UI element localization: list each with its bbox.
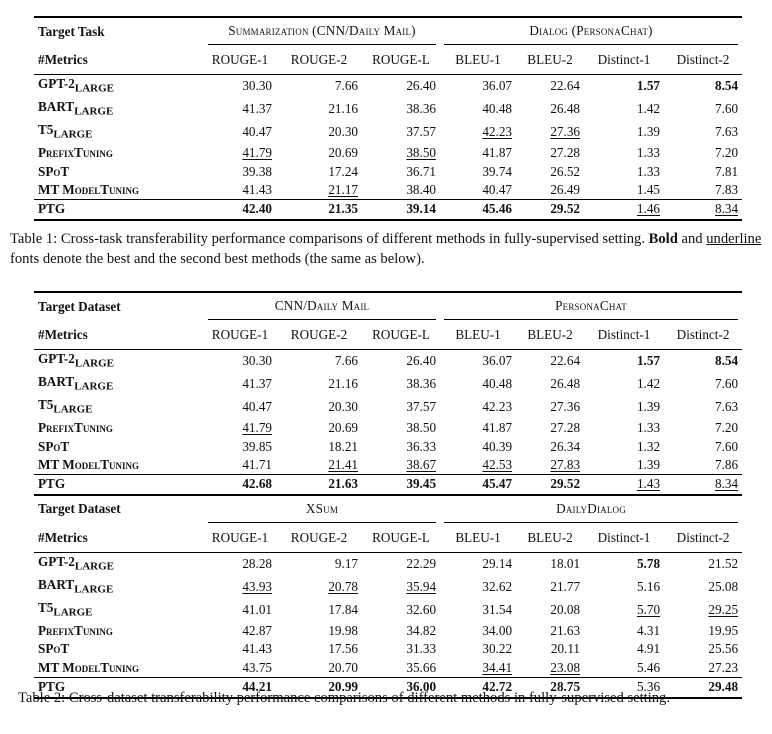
- table-row: [34, 456, 742, 475]
- table-cell: 37.57: [406, 124, 436, 140]
- table-row: [34, 373, 742, 396]
- table-row: [34, 144, 742, 162]
- table-cell: 42.40: [204, 200, 276, 220]
- table-cell: 43.93: [242, 579, 272, 595]
- dialog-group-header: Dialog (PersonaChat): [440, 17, 742, 45]
- table-cell: 8.54: [664, 75, 742, 99]
- method-name: $BART_{LARGE}$: [38, 99, 114, 118]
- table-cell: 42.53: [482, 456, 513, 472]
- table-cell: 1.46: [584, 200, 664, 220]
- table-cell: 7.20: [714, 145, 739, 161]
- table-cell: 38.36: [406, 101, 436, 117]
- table-cell: 26.40: [362, 350, 440, 374]
- metrics-label: #Metrics: [38, 327, 88, 342]
- metric-header: ROUGE-1: [211, 52, 269, 67]
- metric-header: Distinct-2: [676, 529, 730, 545]
- metric-header: ROUGE-2: [290, 327, 348, 342]
- metrics-label: #Metrics: [38, 52, 88, 67]
- table-cell: 18.21: [328, 438, 358, 454]
- table-cell: 31.54: [482, 602, 513, 618]
- table-2-block-1-body: [34, 350, 742, 495]
- cnn-dailymail-group-header: CNN/Daily Mail: [204, 292, 440, 320]
- method-name: PTG: [34, 678, 204, 698]
- method-name: PTG: [34, 200, 204, 220]
- table-cell: 17.24: [328, 163, 358, 179]
- table-cell: 44.21: [204, 678, 276, 698]
- metric-header: ROUGE-L: [372, 327, 430, 342]
- table-cell: 22.64: [516, 350, 584, 374]
- table-cell: 40.39: [482, 438, 513, 454]
- personachat-group-header: PersonaChat: [440, 292, 742, 320]
- table-cell: 1.43: [584, 475, 664, 495]
- table-cell: 20.70: [328, 659, 358, 675]
- caption-1-text: and: [677, 231, 707, 247]
- table-cell: 36.33: [406, 438, 437, 454]
- caption-1-underline-word: underline: [706, 231, 762, 247]
- table-cell: 29.25: [708, 602, 739, 618]
- table-row: [34, 121, 742, 144]
- metric-header: ROUGE-2: [290, 529, 348, 545]
- method-name: MT ModelTuning: [38, 181, 140, 197]
- table-cell: 1.39: [636, 399, 661, 415]
- method-name: GPT-$2_{LARGE}$: [34, 75, 204, 99]
- metric-header: Distinct-1: [597, 327, 651, 342]
- table-cell: 22.29: [362, 552, 440, 576]
- table-cell: 20.99: [276, 678, 362, 698]
- table-cell: 1.57: [584, 350, 664, 374]
- method-name: MT ModelTuning: [38, 456, 140, 472]
- table-cell: 20.30: [328, 124, 358, 140]
- table-cell: 38.50: [406, 145, 436, 161]
- table-cell: 35.94: [406, 579, 437, 595]
- table-2-block-2-group-header: [34, 495, 742, 523]
- table-cell: 42.87: [242, 622, 272, 638]
- metric-header: ROUGE-L: [372, 529, 430, 545]
- table-cell: 8.34: [664, 475, 742, 495]
- table-cell: 21.16: [328, 376, 358, 392]
- metric-header: ROUGE-1: [211, 327, 269, 342]
- table-cell: 27.23: [708, 659, 739, 675]
- table-cell: 4.91: [636, 641, 661, 657]
- method-name: GPT-$2_{LARGE}$: [34, 552, 204, 576]
- method-name: PrefixTuning: [38, 622, 113, 638]
- table-cell: 40.47: [242, 399, 272, 415]
- table-1-metrics-header: [34, 45, 742, 75]
- table-cell: 1.57: [584, 75, 664, 99]
- table-cell: 5.16: [636, 579, 661, 595]
- table-cell: 17.84: [328, 602, 358, 618]
- table-row: [34, 181, 742, 200]
- table-row: [34, 640, 742, 658]
- table-cell: 19.95: [708, 622, 739, 638]
- method-name: SPoT: [38, 163, 70, 179]
- table-cell: 39.85: [242, 438, 272, 454]
- table-cell: 5.70: [636, 602, 661, 618]
- table-cell: 35.66: [406, 659, 437, 675]
- table-cell: 1.33: [636, 163, 660, 179]
- method-name: $T5_{LARGE}$: [38, 397, 93, 416]
- metrics-label: #Metrics: [38, 529, 88, 545]
- metric-header: BLEU-2: [527, 327, 573, 342]
- table-cell: 36.71: [406, 163, 436, 179]
- table-cell: 18.01: [516, 552, 584, 576]
- table-1-body: [34, 75, 742, 220]
- table-cell: 43.75: [242, 659, 272, 675]
- target-task-label: Target Task: [34, 17, 204, 45]
- table-row: [34, 622, 742, 640]
- table-1-group-header: [34, 17, 742, 45]
- caption-1-bold-word: Bold: [648, 231, 678, 247]
- table-cell: 37.57: [406, 399, 437, 415]
- table-cell: 25.56: [708, 641, 739, 657]
- table-cell: 45.46: [440, 200, 516, 220]
- table-2-caption: Table 2: Cross-dataset transferability performance comparisons of different methods in fully-supervised setting.: [18, 690, 671, 706]
- table-cell: 27.83: [550, 456, 581, 472]
- table-cell: 1.33: [636, 145, 660, 161]
- table-cell: 36.07: [440, 75, 516, 99]
- table-row: [34, 599, 742, 622]
- table-cell: 42.23: [482, 399, 513, 415]
- method-name: GPT-$2_{LARGE}$: [34, 350, 204, 374]
- method-name: PrefixTuning: [38, 420, 113, 436]
- table-cell: 34.82: [406, 622, 437, 638]
- table-cell: 1.39: [636, 456, 661, 472]
- table-cell: 41.87: [482, 420, 513, 436]
- table-2: [34, 291, 742, 699]
- table-row: [34, 475, 742, 495]
- table-cell: 7.60: [714, 101, 739, 117]
- metric-header: BLEU-1: [455, 529, 501, 545]
- table-cell: 9.17: [276, 552, 362, 576]
- method-name: SPoT: [38, 641, 70, 657]
- table-cell: 1.45: [636, 181, 660, 197]
- table-cell: 41.37: [242, 376, 272, 392]
- method-name: SPoT: [38, 438, 70, 454]
- metric-header: ROUGE-1: [211, 529, 269, 545]
- table-cell: 38.40: [406, 181, 436, 197]
- metric-header: ROUGE-2: [290, 52, 348, 67]
- caption-1-text: fonts denote the best and the second best methods (the same as below).: [10, 250, 425, 267]
- table-cell: 27.36: [550, 399, 581, 415]
- table-cell: 27.28: [550, 145, 580, 161]
- table-cell: 39.14: [362, 200, 440, 220]
- table-cell: 21.52: [664, 552, 742, 576]
- table-cell: 30.30: [204, 350, 276, 374]
- table-cell: 40.48: [482, 101, 512, 117]
- method-name: $T5_{LARGE}$: [38, 122, 93, 141]
- table-cell: 38.50: [406, 420, 437, 436]
- table-2-block-2-metrics-header: [34, 523, 742, 553]
- table-cell: 29.48: [664, 678, 742, 698]
- table-cell: 20.78: [328, 579, 358, 595]
- table-cell: 21.77: [550, 579, 581, 595]
- table-cell: 26.48: [550, 376, 581, 392]
- dailydialog-group-header: DailyDialog: [440, 495, 742, 523]
- table-cell: 7.20: [714, 420, 739, 436]
- table-cell: 41.01: [242, 602, 272, 618]
- table-1: [34, 16, 742, 221]
- table-cell: 40.48: [482, 376, 513, 392]
- method-name: $T5_{LARGE}$: [38, 599, 93, 619]
- table-row: [34, 75, 742, 99]
- table-cell: 38.67: [406, 456, 437, 472]
- metric-header: ROUGE-L: [372, 52, 430, 67]
- table-cell: 21.16: [328, 101, 358, 117]
- metric-header: BLEU-1: [455, 327, 501, 342]
- table-cell: 28.75: [516, 678, 584, 698]
- xsum-group-header: XSum: [204, 495, 440, 523]
- table-cell: 39.45: [362, 475, 440, 495]
- table-cell: 26.40: [362, 75, 440, 99]
- table-cell: 7.81: [714, 163, 739, 179]
- table-cell: 22.64: [516, 75, 584, 99]
- table-cell: 45.47: [440, 475, 516, 495]
- table-cell: 34.00: [482, 622, 513, 638]
- table-cell: 20.30: [328, 399, 358, 415]
- table-cell: 21.35: [276, 200, 362, 220]
- table-row: [34, 98, 742, 121]
- table-cell: 29.52: [516, 200, 584, 220]
- metric-header: BLEU-1: [455, 52, 501, 67]
- table-cell: 30.22: [482, 641, 513, 657]
- table-cell: 34.41: [482, 659, 513, 675]
- table-cell: 42.23: [482, 124, 512, 140]
- table-row: [34, 163, 742, 181]
- table-cell: 1.42: [636, 376, 661, 392]
- metric-header: Distinct-2: [676, 52, 730, 67]
- table-cell: 32.62: [482, 579, 513, 595]
- table-row: [34, 552, 742, 576]
- table-cell: 27.36: [550, 124, 580, 140]
- table-cell: 7.83: [714, 181, 739, 197]
- metric-header: Distinct-2: [676, 327, 730, 342]
- table-cell: 41.43: [242, 641, 272, 657]
- table-cell: 1.39: [636, 124, 660, 140]
- table-row: [34, 396, 742, 419]
- table-cell: 39.74: [482, 163, 512, 179]
- table-2-block-2-body: [34, 552, 742, 697]
- table-cell: 41.87: [482, 145, 512, 161]
- table-cell: 20.11: [550, 641, 581, 657]
- table-cell: 7.66: [276, 75, 362, 99]
- table-cell: 40.47: [242, 124, 272, 140]
- metric-header: Distinct-1: [597, 529, 651, 545]
- table-cell: 41.71: [242, 456, 272, 472]
- table-cell: 29.52: [516, 475, 584, 495]
- table-row: [34, 576, 742, 599]
- table-cell: 38.36: [406, 376, 437, 392]
- table-cell: 7.63: [714, 399, 739, 415]
- table-row: [34, 438, 742, 456]
- table-cell: 27.28: [550, 420, 581, 436]
- table-2-block-1-metrics-header: [34, 320, 742, 350]
- caption-1-text: Table 1: Cross-task transferability performance comparisons of different methods in fully-supervised setting.: [10, 231, 649, 247]
- table-cell: 32.60: [406, 602, 437, 618]
- table-cell: 7.60: [714, 438, 739, 454]
- table-1-caption: [10, 230, 766, 269]
- table-cell: 41.43: [242, 181, 272, 197]
- table-cell: 8.34: [664, 200, 742, 220]
- table-cell: 21.63: [276, 475, 362, 495]
- table-cell: 41.79: [242, 420, 272, 436]
- table-cell: 1.32: [636, 438, 661, 454]
- table-cell: 42.68: [204, 475, 276, 495]
- table-cell: 29.14: [440, 552, 516, 576]
- table-cell: 5.46: [636, 659, 661, 675]
- table-cell: 5.36: [584, 678, 664, 698]
- table-cell: 36.07: [440, 350, 516, 374]
- table-cell: 7.86: [714, 456, 739, 472]
- table-cell: 19.98: [328, 622, 358, 638]
- table-cell: 20.69: [328, 145, 358, 161]
- table-cell: 41.37: [242, 101, 272, 117]
- table-cell: 25.08: [708, 579, 739, 595]
- table-cell: 8.54: [664, 350, 742, 374]
- table-cell: 1.33: [636, 420, 661, 436]
- metric-header: BLEU-2: [527, 529, 573, 545]
- table-cell: 1.42: [636, 101, 660, 117]
- table-cell: 21.41: [328, 456, 358, 472]
- table-cell: 7.63: [714, 124, 739, 140]
- target-dataset-label: Target Dataset: [34, 292, 204, 320]
- table-cell: 21.63: [550, 622, 581, 638]
- target-dataset-label: Target Dataset: [38, 501, 121, 517]
- table-cell: 26.48: [550, 101, 580, 117]
- table-cell: 20.69: [328, 420, 358, 436]
- table-cell: 36.00: [362, 678, 440, 698]
- method-name: $BART_{LARGE}$: [38, 374, 114, 393]
- table-row: [34, 350, 742, 374]
- table-cell: 28.28: [204, 552, 276, 576]
- table-cell: 30.30: [204, 75, 276, 99]
- table-cell: 23.08: [550, 659, 581, 675]
- table-cell: 42.72: [440, 678, 516, 698]
- method-name: PrefixTuning: [38, 145, 113, 161]
- method-name: PTG: [34, 475, 204, 495]
- table-2-block-1-group-header: [34, 292, 742, 320]
- table-cell: 7.60: [714, 376, 739, 392]
- table-cell: 20.08: [550, 602, 581, 618]
- table-row: [34, 419, 742, 437]
- table-cell: 26.34: [550, 438, 581, 454]
- table-cell: 26.52: [550, 163, 580, 179]
- table-cell: 31.33: [406, 641, 437, 657]
- table-row: [34, 659, 742, 678]
- table-cell: 4.31: [636, 622, 661, 638]
- table-cell: 26.49: [550, 181, 580, 197]
- metric-header: BLEU-2: [527, 52, 573, 67]
- table-cell: 39.38: [242, 163, 272, 179]
- table-cell: 5.78: [584, 552, 664, 576]
- table-cell: 7.66: [276, 350, 362, 374]
- method-name: MT ModelTuning: [38, 659, 140, 675]
- table-cell: 17.56: [328, 641, 358, 657]
- table-cell: 41.79: [242, 145, 272, 161]
- metric-header: Distinct-1: [597, 52, 651, 67]
- table-row: [34, 200, 742, 220]
- method-name: $BART_{LARGE}$: [38, 576, 114, 596]
- table-cell: 40.47: [482, 181, 512, 197]
- table-cell: 21.17: [328, 181, 358, 197]
- summarization-group-header: Summarization (CNN/Daily Mail): [204, 17, 440, 45]
